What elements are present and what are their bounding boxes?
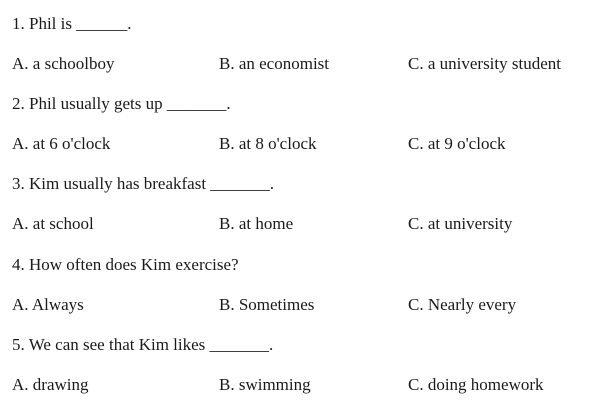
question-5-option-c: C. doing homework [408, 375, 544, 394]
question-5-option-b: B. swimming [219, 375, 311, 394]
question-4-option-c: C. Nearly every [408, 295, 517, 314]
question-2-text: 2. Phil usually gets up _______. [12, 94, 231, 113]
question-1-text: 1. Phil is ______. [12, 14, 132, 33]
question-1-option-b: B. an economist [219, 54, 330, 73]
question-3-text: 3. Kim usually has breakfast _______. [12, 174, 275, 193]
question-5-text: 5. We can see that Kim likes _______. [12, 335, 274, 354]
question-2-option-a: A. at 6 o'clock [12, 134, 111, 153]
question-2-option-b: B. at 8 o'clock [219, 134, 317, 153]
question-1-option-a: A. a schoolboy [12, 54, 115, 73]
question-3-option-a: A. at school [12, 214, 94, 233]
question-5-option-a: A. drawing [12, 375, 89, 394]
question-4-option-b: B. Sometimes [219, 295, 315, 314]
question-3-option-c: C. at university [408, 214, 513, 233]
question-1-option-c: C. a university student [408, 54, 561, 73]
question-4-text: 4. How often does Kim exercise? [12, 255, 239, 274]
question-3-option-b: B. at home [219, 214, 294, 233]
question-2-option-c: C. at 9 o'clock [408, 134, 506, 153]
question-4-option-a: A. Always [12, 295, 84, 314]
